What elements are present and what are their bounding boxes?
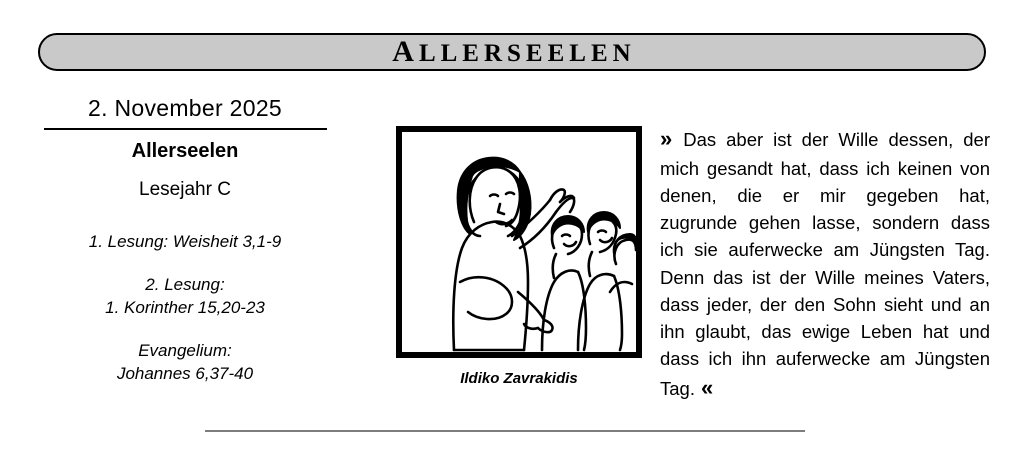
reading-gospel-line-2: Johannes 6,37-40 xyxy=(116,363,254,383)
scripture-quote-block xyxy=(660,104,990,423)
reading-first-line-1: 1. Lesung: Weisheit 3,1-9 xyxy=(88,232,282,251)
feast-name: Allerseelen xyxy=(131,140,239,162)
scripture-quote xyxy=(660,123,990,405)
date-divider xyxy=(44,128,327,130)
illustration-drawing xyxy=(402,132,636,352)
service-info-column xyxy=(40,95,330,386)
reading-gospel xyxy=(40,340,330,386)
reading-gospel-line-1: Evangelium: xyxy=(138,340,232,360)
reading-year: Lesejahr C xyxy=(139,179,231,200)
scripture-quote-text: Das aber ist der Wille dessen, der mich gesandt hat, dass ich keinen von denen, die er mir gegeben hat, zugrunde gehen lasse, sondern dass ich sie auferwecke am Jüngsten Tag. Denn das ist der Wille meines Vaters, dass jeder, der den Sohn sieht und an ihn glaubt, das ewige Leben hat und dass ich ihn auferwecke am Jüngsten Tag. xyxy=(660,128,990,400)
reading-second-line-2: 1. Korinther 15,20-23 xyxy=(105,297,265,317)
header-banner xyxy=(38,33,986,71)
illustration-frame xyxy=(396,126,642,358)
illustration-block xyxy=(396,126,642,387)
reading-second xyxy=(40,274,330,320)
service-date: 2. November 2025 xyxy=(87,95,283,121)
page-title: ALLERSEELEN xyxy=(392,35,636,68)
reading-second-line-1: 2. Lesung: xyxy=(145,274,225,294)
quote-open-mark: » xyxy=(660,125,672,151)
footer-divider xyxy=(205,430,805,432)
reading-first xyxy=(40,231,330,254)
illustration-credit: Ildiko Zavrakidis xyxy=(460,370,578,387)
quote-close-mark: « xyxy=(700,375,713,401)
